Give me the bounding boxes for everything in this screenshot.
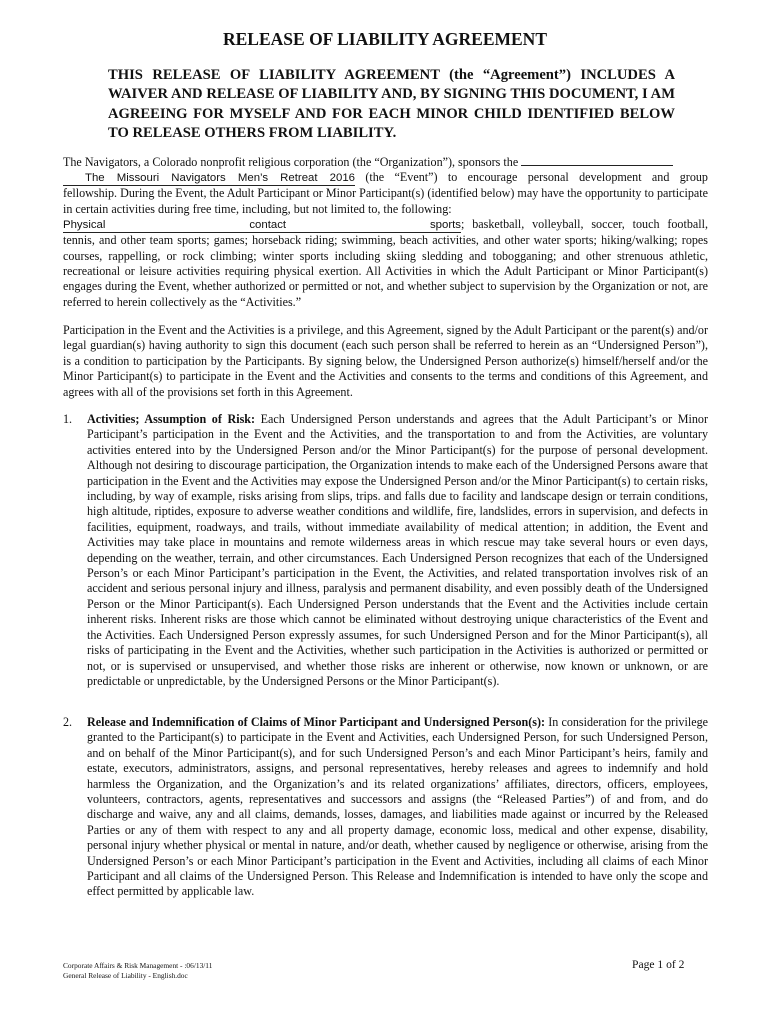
intro-waiver-notice: THIS RELEASE OF LIABILITY AGREEMENT (the “Agreement”) INCLUDES A WAIVER AND RELEASE OF LIABILITY AND, BY SIGNING THIS DOCUMENT, I AM AGREEING FOR MYSELF AND FOR EACH MINOR CHILD IDENTIFIED BELOW TO RELEASE OTHERS FROM LIABILITY. xyxy=(108,67,675,141)
section-1-assumption-of-risk xyxy=(63,412,708,689)
document-title: RELEASE OF LIABILITY AGREEMENT xyxy=(223,29,547,49)
section-2-number: 2. xyxy=(63,715,73,729)
event-name-field[interactable]: The Missouri Navigators Men’s Retreat 2016 xyxy=(63,172,355,186)
activities-field[interactable]: Physical contact sports xyxy=(63,219,461,232)
org-line-3: fellowship. During the Event, the Adult Participant or Minor Participant(s) (identified below) may have the opportunity to participate in certain activities during free time, including, but not limited to, the following: xyxy=(63,186,708,216)
section-1-heading: Activities; Assumption of Risk: xyxy=(87,412,256,426)
event-name-blank-line xyxy=(521,154,673,166)
section-2-body: In consideration for the privilege granted to the Participant(s) to participate in the Event and Activities, each Undersigned Person, for such Undersigned Person, and on behalf of the Minor Participant(s), and for such Undersigned Person’s and each Minor Participant’s heirs, family and estate, executors, administrators, assigns, and personal representatives, hereby releases and agrees to indemnify and hold harmless the Organization, and the Organization’s and its related organizations’ affiliates, directors, officers, employees, volunteers, contractors, agents, representatives and successors and assigns (the “Released Parties”) of and from, and do discharge and waive, any and all claims, demands, losses, damages, and liabilities made against or incurred by the Released Parties or any of them with respect to any and all property damage, economic loss, medical and other expense, disability, personal injury whether physical or mental in nature, and/or death, whether caused by negligence or otherwise, arising from the Undersigned Person’s or each Minor Participant’s participation in the Event and Activities, including all claims of each Minor Participant and all claims of the Undersigned Person. This Release and Indemnification is intended to have only the scope and effect permitted by applicable law. xyxy=(87,715,708,899)
page-number: Page 1 of 2 xyxy=(632,958,685,971)
section-2-release-indemnification xyxy=(63,715,708,900)
section-1-body: Each Undersigned Person understands and agrees that the Adult Participant’s or Minor Participant’s participation in the Event and the Activities, and the transportation to and from the Activities, are voluntary activities entered into by the Undersigned Person and/or the Minor Participant(s) for the purpose of personal development. Although not desiring to discourage participation, the Organization intends to make each of the Undersigned Persons aware that participation in the Event and the Activities may expose the Undersigned Person and/or the Minor Participant(s) to certain risks, including, by way of example, risks arising from slips, trips. and falls due to facility and landscape design or terrain conditions, high altitude, riptides, exposure to adverse weather conditions and wildlife, fire, landslides, errors in supervision, and defects in facilities, equipment, roadways, and trails, without immediate availability of medical attention; in addition, the Event and Activities may take place in mountains and remote wilderness areas in which rescue may take several hours or even days, depending on the weather, terrain, and other circumstances. Each Undersigned Person recognizes that each of the Undersigned Person’s or each Minor Participant’s participation in the Event, the Activities, and related transportation involves risk of an accident and serious personal injury and illness, paralysis and permanent disability, and even possibly death of the Undersigned Person or the Minor Participant(s). Each Undersigned Person understands that the Event and the Activities include certain inherent risks. Inherent risks are those which cannot be eliminated without destroying unique characteristics of the Event and the Activities. Each Undersigned Person expressly assumes, for such Undersigned Person and for the Minor Participant(s), all risks of participating in the Event and the Activities, whether such participation in the Activities is authorized or permitted or not, or is supervised or unsupervised, and whether those risks are inherent or otherwise, now known or unknown, or are predictable or unpredictable, by the Undersigned Persons or the Minor Participant(s). xyxy=(87,412,708,688)
activities-line-rest: ; basketball, volleyball, soccer, touch football, xyxy=(461,217,708,232)
participation-paragraph xyxy=(63,323,708,400)
org-line-1: The Navigators, a Colorado nonprofit religious corporation (the “Organization”), sponsors the xyxy=(63,155,519,169)
activities-list-text: tennis, and other team sports; games; horseback riding; swimming, beach activities, and other water sports; hiking/walking; ropes courses, rappelling, or rock climbing; winter sports including skiing sledding and tobogganing; and other strenuous athletic, recreational or leisure activities requiring physical exertion. All Activities in which the Adult Participant or Minor Participant(s) engages during the Event, whether authorized or permitted or not, and whether subject to supervision by the Organization or not, are referred to herein collectively as the “Activities.” xyxy=(63,233,708,309)
footer-line-1: Corporate Affairs & Risk Management - :06/13/11 xyxy=(63,961,213,970)
section-1-number: 1. xyxy=(63,412,73,426)
event-line-rest: (the “Event”) to encourage personal development and group xyxy=(365,170,708,185)
footer-document-info xyxy=(63,961,212,982)
section-2-heading: Release and Indemnification of Claims of Minor Participant and Undersigned Person(s): xyxy=(87,715,546,729)
participation-text: Participation in the Event and the Activities is a privilege, and this Agreement, signed by the Adult Participant or the parent(s) and/or legal guardian(s) having authority to sign this document (each such person shall be referred to herein as an “Undersigned Person”), is a condition to participation by the Participants. By signing below, the Undersigned Person authorize(s) himself/herself and/or the Minor Participant(s) to participate in the Event and the Activities and consents to the terms and conditions of this Agreement, and agrees with all of the provisions set forth in this Agreement. xyxy=(63,323,708,399)
organization-paragraph xyxy=(63,154,708,310)
footer-line-2: General Release of Liability - English.doc xyxy=(63,971,188,981)
